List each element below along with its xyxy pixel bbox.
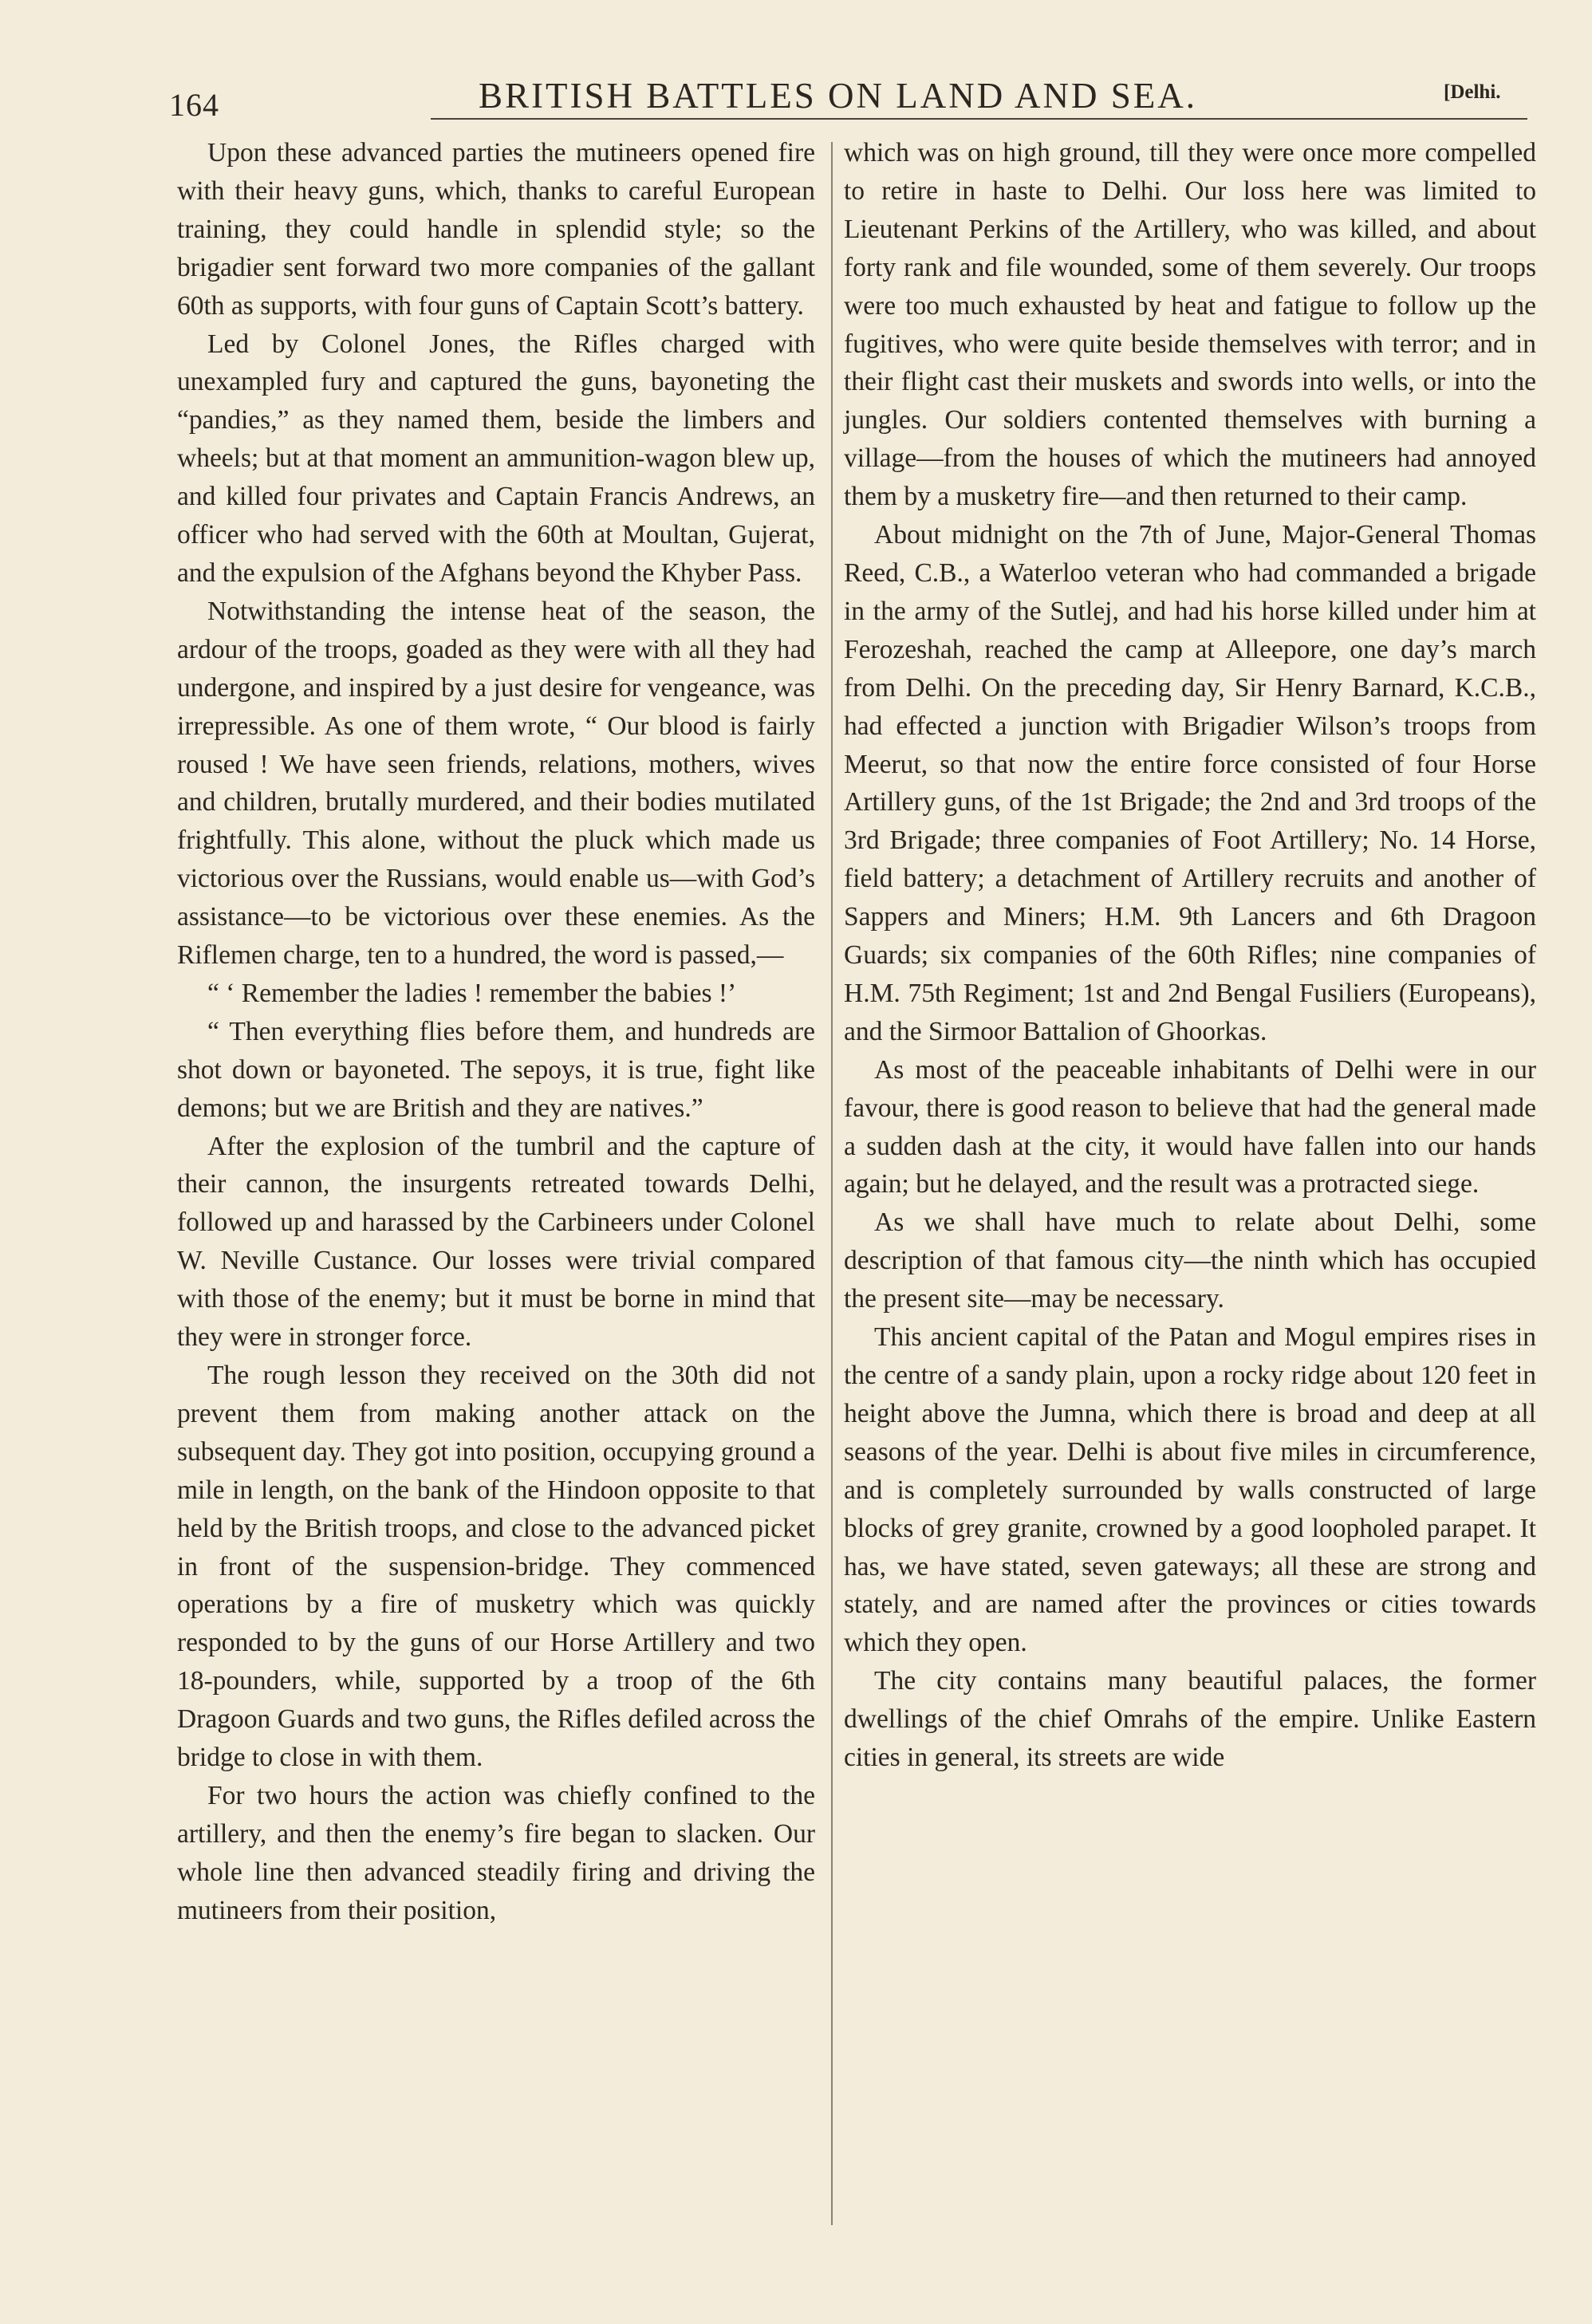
paragraph: About midnight on the 7th of June, Major-General Thomas Reed, C.B., a Waterloo veteran who had commanded a brigade in the army of the Sutlej, and had his horse killed under him at Ferozeshah, reached the camp at Alleepore, one day’s march from Delhi. On the preceding day, Sir Henry Barnard, K.C.B., had effected a junction with Brigadier Wilson’s troops from Meerut, so that now the entire force consisted of four Horse Artillery guns, of the 1st Brigade; the 2nd and 3rd troops of the 3rd Brigade; three companies of Foot Artillery; No. 14 Horse, field battery; a detachment of Artillery recruits and another of Sappers and Miners; H.M. 9th Lancers and 6th Dragoon Guards; six companies of the 60th Rifles; nine companies of H.M. 75th Regiment; 1st and 2nd Bengal Fusiliers (Europeans), and the Sirmoor Battalion of Ghoorkas. [844, 520, 1536, 1046]
continued-paragraph: which was on high ground, till they were once more compelled to retire in haste to Delhi. Our loss here was limited to Lieutenant Perkins of the Artillery, who was killed, and about forty rank and file wounded, some of them severely. Our troops were too much exhausted by heat and fatigue to follow up the fugitives, who were quite beside themselves with terror; and in their flight cast their muskets and swords into wells, or into the jungles. Our soldiers contented themselves with burning a village—from the houses of which the mutineers had annoyed them by a musketry fire—and then returned to their camp. [844, 138, 1536, 512]
paragraph: Led by Colonel Jones, the Rifles charged with unexampled fury and captured the guns, bayoneting the “pandies,” as they named them, beside the limbers and wheels; but at that moment an ammunition-wagon blew up, and killed four privates and Captain Francis Andrews, an officer who had served with the 60th at Moultan, Gujerat, and the expulsion of the Afghans beyond the Khyber Pass. [177, 329, 815, 588]
paragraph: After the explosion of the tumbril and the capture of their cannon, the insurgents retreated towards Delhi, followed up and harassed by the Carbineers under Colonel W. Neville Custance. Our losses were trivial compared with those of the enemy; but it must be borne in mind that they were in stronger force. [177, 1131, 815, 1353]
right-column [844, 134, 1536, 1777]
quote-paragraph: “ Then everything flies before them, and hundreds are shot down or bayoneted. The sepoys, it is true, fight like demons; but we are British and they are natives.” [177, 1016, 815, 1123]
page-number: 164 [169, 87, 219, 123]
left-column [177, 134, 815, 1930]
column-divider [831, 142, 833, 2225]
running-title: BRITISH BATTLES ON LAND AND SEA. [479, 76, 1198, 116]
paragraph: As we shall have much to relate about Delhi, some description of that famous city—the ninth which has occupied the present site—may be necessary. [844, 1207, 1536, 1314]
quote-line: “ ‘ Remember the ladies ! remember the babies !’ [207, 978, 737, 1008]
paragraph: The city contains many beautiful palaces, the former dwellings of the chief Omrahs of the empire. Unlike Eastern cities in general, its streets are wide [844, 1666, 1536, 1773]
page-header [0, 69, 1592, 123]
paragraph: As most of the peaceable inhabitants of Delhi were in our favour, there is good reason to believe that had the general made a sudden dash at the city, it would have fallen into our hands again; but he delayed, and the result was a protracted siege. [844, 1054, 1536, 1199]
paragraph: Upon these advanced parties the mutineers opened fire with their heavy guns, which, thanks to careful European training, they could handle in splendid style; so the brigadier sent forward two more companies of the gallant 60th as supports, with four guns of Captain Scott’s battery. [177, 138, 815, 321]
paragraph: The rough lesson they received on the 30th did not prevent them from making another attack on the subsequent day. They got into position, occupying ground a mile in length, on the bank of the Hindoon opposite to that held by the British troops, and close to the advanced picket in front of the suspension-bridge. They commenced operations by a fire of musketry which was quickly responded to by the guns of our Horse Artillery and two 18-pounders, while, supported by a troop of the 6th Dragoon Guards and two guns, the Rifles defiled across the bridge to close in with them. [177, 1361, 815, 1773]
paragraph: Notwithstanding the intense heat of the season, the ardour of the troops, goaded as they were with all they had undergone, and inspired by a just desire for vengeance, was irrepressible. As one of them wrote, “ Our blood is fairly roused ! We have seen friends, relations, mothers, wives and children, brutally murdered, and their bodies mutilated frightfully. This alone, without the pluck which made us victorious over the Russians, would enable us—with God’s assistance—to be victorious over these enemies. As the Riflemen charge, ten to a hundred, the word is passed,— [177, 596, 815, 971]
paragraph: For two hours the action was chiefly confined to the artillery, and then the enemy’s fire began to slacken. Our whole line then advanced steadily firing and driving the mutineers from their position, [177, 1780, 815, 1925]
section-tag: [Delhi. [1444, 81, 1501, 103]
header-rule [431, 118, 1527, 120]
paragraph: This ancient capital of the Patan and Mogul empires rises in the centre of a sandy plain, upon a rocky ridge about 120 feet in height above the Jumna, which there is broad and deep at all seasons of the year. Delhi is about five miles in circumference, and is completely surrounded by walls constructed of large blocks of grey granite, crowned by a good loopholed parapet. It has, we have stated, seven gateways; all these are strong and stately, and are named after the provinces or cities towards which they open. [844, 1322, 1536, 1658]
